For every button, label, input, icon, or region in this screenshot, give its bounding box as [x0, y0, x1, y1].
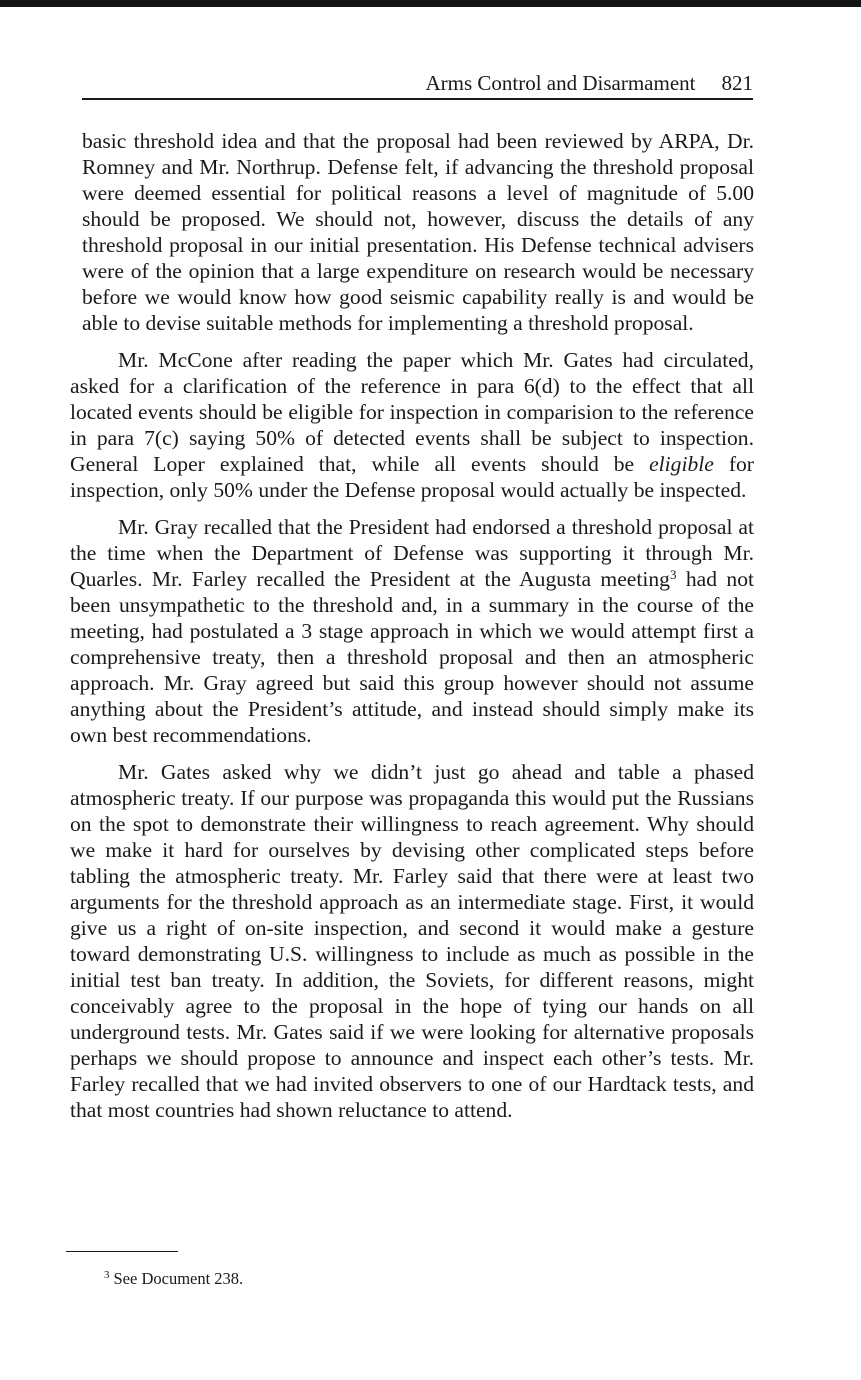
- footnote-reference: 3: [669, 567, 677, 582]
- page-number: 821: [721, 71, 753, 95]
- paragraph-2: [70, 347, 754, 503]
- page-top-edge: [0, 0, 861, 7]
- paragraph-4: Mr. Gates asked why we didn’t just go ahead and table a phased atmospheric treaty. If our purpose was propaganda this would put the Russians on the spot to demonstrate their willingness to reach agreement. Why should we make it hard for ourselves by devising other complicated steps before tabling the atmospheric treaty. Mr. Farley said that there were at least two arguments for the threshold approach as an intermediate stage. First, it would give us a right of on-site inspection, and second it would make a gesture toward demonstrating U.S. willingness to include as much as possible in the initial test ban treaty. In addition, the Soviets, for different reasons, might conceivably agree to the proposal in the hope of tying our hands on all underground tests. Mr. Gates said if we were looking for alternative proposals perhaps we should propose to announce and inspect each other’s tests. Mr. Farley recalled that we had invited observers to one of our Hardtack tests, and that most countries had shown reluctance to attend.: [70, 760, 754, 1122]
- footnote-text: See Document 238.: [113, 1269, 244, 1288]
- paragraph-2-text-b: for inspection, only 50% under the Defense proposal would actually be inspected.: [70, 452, 754, 502]
- body-text: [70, 128, 754, 1134]
- footnote-number: 3: [104, 1269, 110, 1281]
- footnote: [104, 1268, 243, 1290]
- paragraph-2-italic: eligible: [649, 452, 714, 476]
- footnote-rule: [66, 1251, 178, 1252]
- paragraph-2-text-a: Mr. McCone after reading the paper which Mr. Gates had circulated, asked for a clarification of the reference in para 6(d) to the effect that all located events should be eligible for inspection in comparision to the reference in para 7(c) saying 50% of detected events shall be subject to inspection. General Loper explained that, while all events should be: [70, 348, 754, 476]
- paragraph-3: [70, 514, 754, 748]
- running-head: [82, 70, 753, 100]
- paragraph-3-text-a: Mr. Gray recalled that the President had endorsed a threshold proposal at the time when the Department of Defense was supporting it through Mr. Quarles. Mr. Farley recalled the President at the Augusta meeting: [70, 515, 754, 591]
- paragraph-1: basic threshold idea and that the proposal had been reviewed by ARPA, Dr. Romney and Mr. Northrup. Defense felt, if advancing the threshold proposal were deemed essential for political reasons a level of magnitude of 5.00 should be proposed. We should not, however, discuss the details of any threshold proposal in our initial presentation. His Defense technical advisers were of the opinion that a large expenditure on research would be necessary before we would know how good seismic capability really is and would be able to devise suitable methods for implementing a threshold proposal.: [82, 129, 754, 335]
- paragraph-3-text-b: had not been unsympathetic to the threshold and, in a summary in the course of the meeting, had postulated a 3 stage approach in which we would attempt first a comprehensive treaty, then a threshold proposal and then an atmospheric approach. Mr. Gray agreed but said this group however should not assume anything about the President’s attitude, and instead should simply make its own best recommendations.: [70, 567, 754, 747]
- running-head-title: Arms Control and Disarmament: [425, 71, 696, 95]
